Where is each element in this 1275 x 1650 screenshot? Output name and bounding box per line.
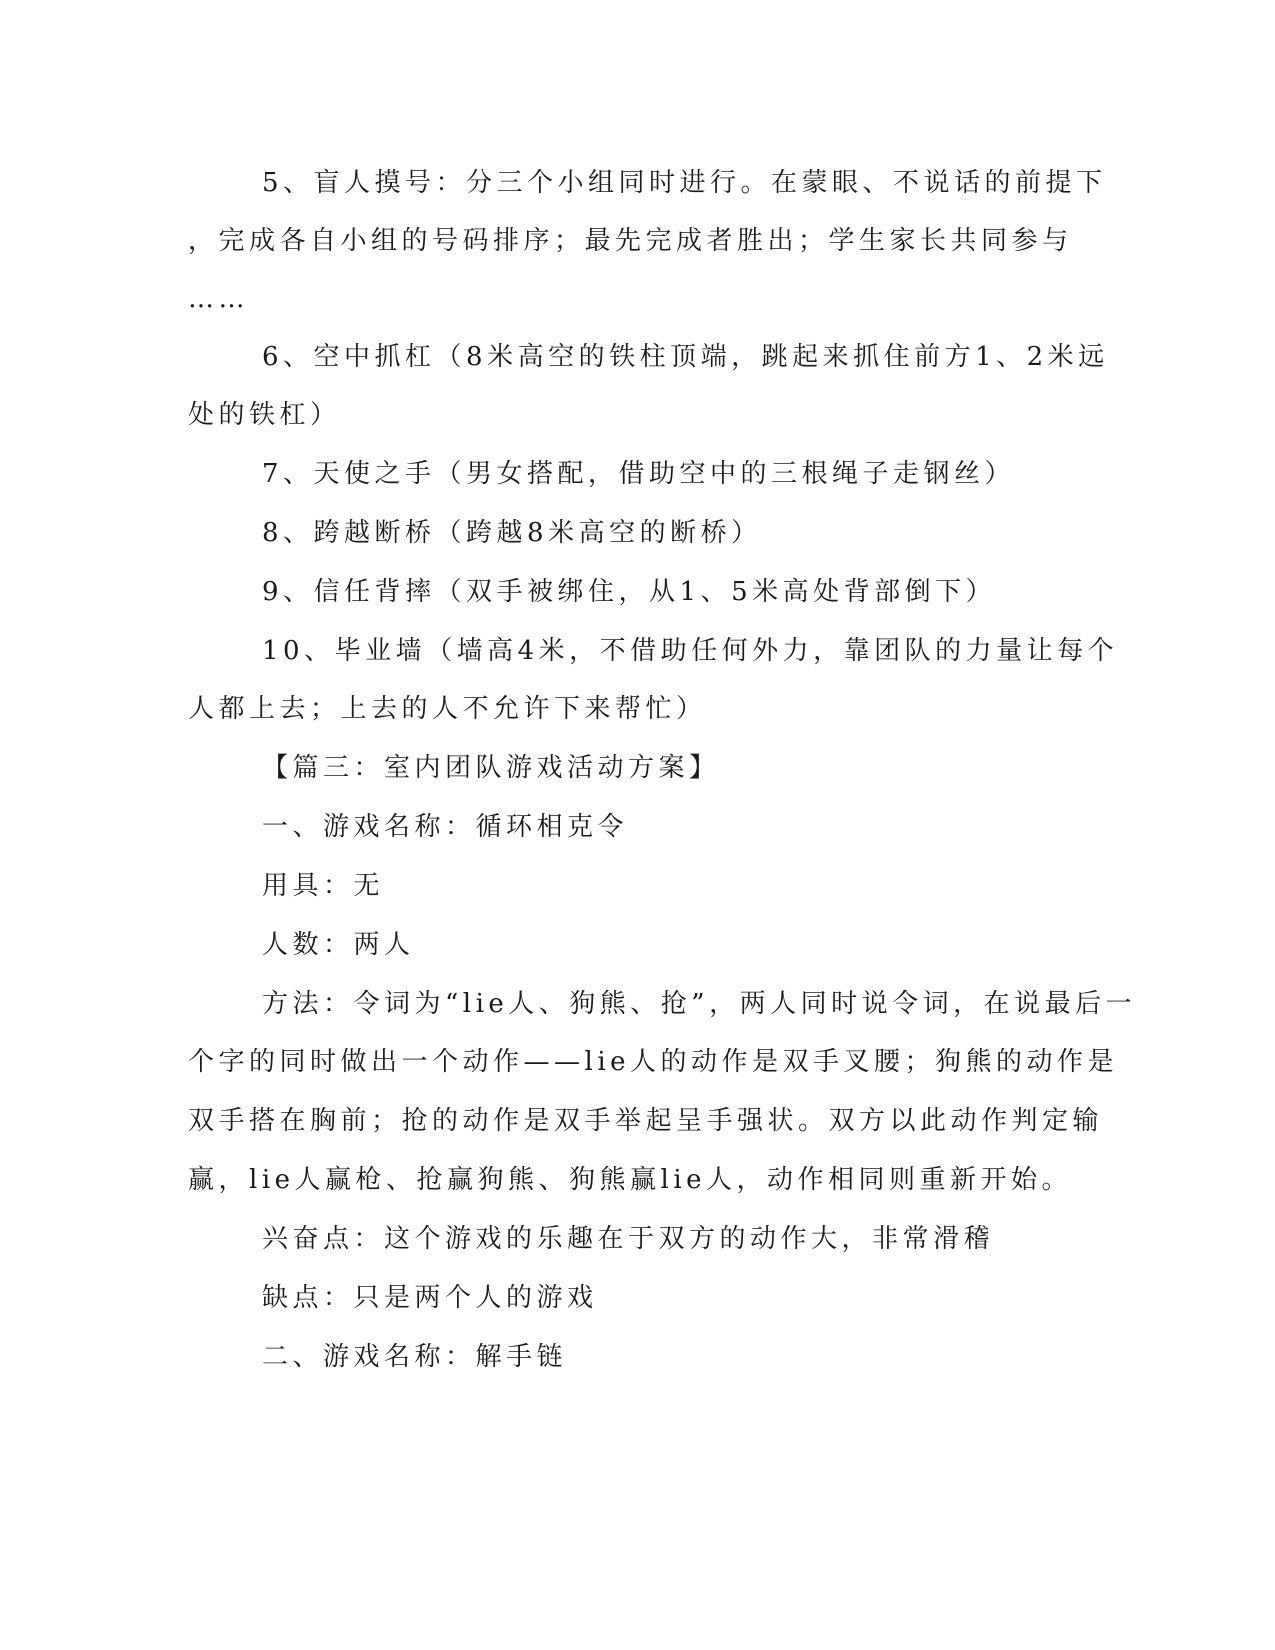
- paragraph-line: 9、信任背摔（双手被绑住，从1、5米高处背部倒下）: [262, 577, 997, 607]
- paragraph-line: 人数：两人: [262, 930, 415, 960]
- paragraph-line: 10、毕业墙（墙高4米，不借助任何外力，靠团队的力量让每个: [262, 636, 1119, 666]
- paragraph-line: 缺点：只是两个人的游戏: [262, 1283, 598, 1313]
- paragraph-line: 5、盲人摸号：分三个小组同时进行。在蒙眼、不说话的前提下: [262, 168, 1107, 198]
- paragraph-line: 人都上去；上去的人不允许下来帮忙）: [188, 694, 707, 724]
- paragraph-line: 方法：令词为“lie人、狗熊、抢”，两人同时说令词，在说最后一: [262, 989, 1137, 1019]
- paragraph-line: 兴奋点：这个游戏的乐趣在于双方的动作大，非常滑稽: [262, 1224, 995, 1254]
- paragraph-line: 双手搭在胸前；抢的动作是双手举起呈手强状。双方以此动作判定输: [188, 1106, 1104, 1136]
- paragraph-line: 二、游戏名称：解手链: [262, 1342, 568, 1372]
- paragraph-line: 处的铁杠）: [188, 400, 341, 430]
- paragraph-line: 一、游戏名称：循环相克令: [262, 812, 629, 842]
- paragraph-line: 6、空中抓杠（8米高空的铁柱顶端，跳起来抓住前方1、2米远: [262, 342, 1109, 372]
- paragraph-line: ，完成各自小组的号码排序；最先完成者胜出；学生家长共同参与: [188, 226, 1073, 256]
- paragraph-line: 8、跨越断桥（跨越8米高空的断桥）: [262, 518, 762, 548]
- paragraph-line: ……: [188, 284, 249, 314]
- paragraph-line: 7、天使之手（男女搭配，借助空中的三根绳子走钢丝）: [262, 459, 1016, 489]
- section-heading: 【篇三：室内团队游戏活动方案】: [262, 753, 720, 783]
- paragraph-line: 赢，lie人赢枪、抢赢狗熊、狗熊赢lie人，动作相同则重新开始。: [188, 1165, 1073, 1195]
- paragraph-line: 用具：无: [262, 871, 385, 901]
- paragraph-line: 个字的同时做出一个动作——lie人的动作是双手叉腰；狗熊的动作是: [188, 1047, 1119, 1077]
